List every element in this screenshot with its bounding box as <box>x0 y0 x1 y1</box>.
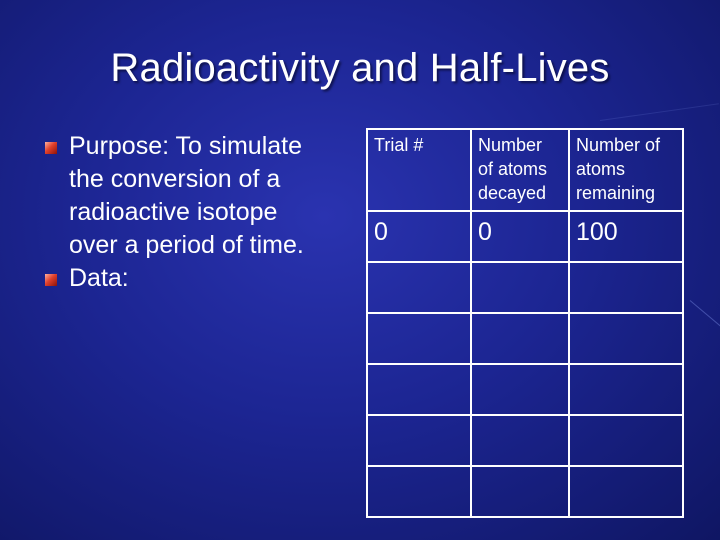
bullet-text-line: over a period of time. <box>69 231 304 259</box>
table-cell <box>569 466 683 517</box>
table-cell <box>471 364 569 415</box>
table-cell: 0 <box>471 211 569 262</box>
bullet-purpose <box>42 130 342 262</box>
table-cell <box>367 466 471 517</box>
header-text: Trial # <box>374 135 424 155</box>
table-cell <box>471 313 569 364</box>
table-cell <box>471 415 569 466</box>
bullet-square-icon <box>45 274 57 286</box>
header-remaining <box>569 129 683 211</box>
table-cell <box>367 313 471 364</box>
header-text: of atoms <box>478 159 548 179</box>
bullet-text-line: Purpose: To simulate <box>69 132 302 160</box>
table-cell <box>569 415 683 466</box>
table-cell <box>367 364 471 415</box>
table-row <box>367 211 683 262</box>
bullet-data <box>42 262 342 295</box>
table-row <box>367 364 683 415</box>
decorative-streak <box>600 103 719 121</box>
table-cell <box>471 466 569 517</box>
bullet-text-line: the conversion of a <box>69 165 281 193</box>
data-table <box>366 128 684 518</box>
slide-title: Radioactivity and Half-Lives <box>110 46 610 90</box>
table-cell: 0 <box>367 211 471 262</box>
header-text: Number of <box>576 135 661 155</box>
header-decayed <box>471 129 569 211</box>
decorative-streak <box>690 300 720 339</box>
table-cell <box>569 262 683 313</box>
table-row <box>367 415 683 466</box>
table-header-row <box>367 129 683 211</box>
table-cell <box>367 262 471 313</box>
table-row <box>367 262 683 313</box>
table-cell <box>471 262 569 313</box>
header-text: decayed <box>478 183 547 203</box>
bullet-text-line: radioactive isotope <box>69 198 278 226</box>
header-text: atoms <box>576 159 626 179</box>
table-cell <box>569 313 683 364</box>
header-text: Number <box>478 135 543 155</box>
bullet-list <box>42 130 342 295</box>
bullet-square-icon <box>45 142 57 154</box>
header-trial <box>367 129 471 211</box>
table-row <box>367 466 683 517</box>
table-row <box>367 313 683 364</box>
bullet-text-line: Data: <box>69 264 129 292</box>
table-cell <box>569 364 683 415</box>
table-cell <box>367 415 471 466</box>
header-text: remaining <box>576 183 656 203</box>
table-cell: 100 <box>569 211 683 262</box>
